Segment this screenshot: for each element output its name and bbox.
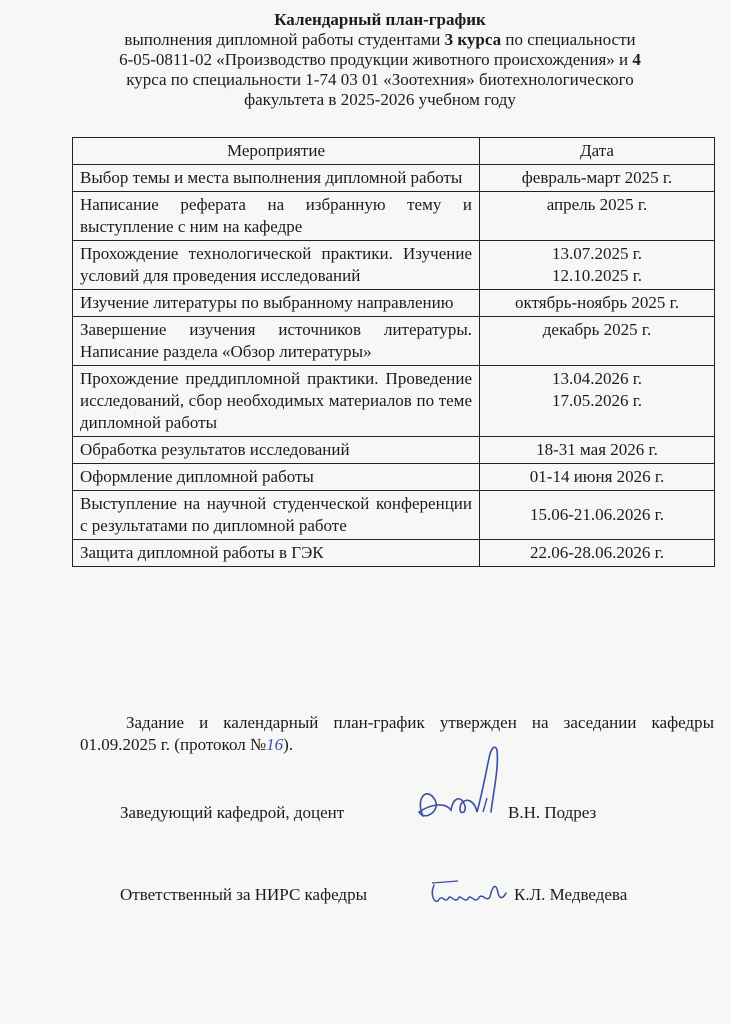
event-cell: Завершение изучения источников литературы. Написание раздела «Обзор литературы» [73,317,480,366]
table-row [73,192,715,241]
date-end: 12.10.2025 г. [551,266,643,285]
date-value: 15.06-21.06.2026 г. [530,505,664,524]
table-row [73,241,715,290]
signatory-name: К.Л. Медведева [514,885,628,904]
signature-head-image [405,738,515,838]
date-cell [480,540,715,567]
table-row [73,491,715,540]
course-3-bold: 3 курса [444,30,502,49]
header-line-2-end: по специальности [501,30,636,49]
approval-paragraph [80,712,714,756]
date-cell [480,491,715,540]
table-row [73,165,715,192]
header-line-3-text: 6-05-0811-02 «Производство продукции животного происхождения» и [119,50,633,69]
date-cell [480,290,715,317]
header-line-4: курса по специальности 1-74 03 01 «Зоотехния» биотехнологического [126,70,634,89]
date-cell [480,464,715,491]
date-end: 17.05.2026 г. [551,391,643,410]
table-row [73,464,715,491]
signature-nirs-image [428,873,508,913]
event-cell: Прохождение технологической практики. Изучение условий для проведения исследований [73,241,480,290]
event-cell: Оформление дипломной работы [73,464,480,491]
table-row [73,540,715,567]
document-header [60,10,700,110]
signatory-role: Заведующий кафедрой, доцент [120,803,345,822]
event-cell: Написание реферата на избранную тему и выступление с ним на кафедре [73,192,480,241]
event-cell: Прохождение преддипломной практики. Проведение исследований, сбор необходимых материалов по теме дипломной работы [73,366,480,437]
table-header-row [73,138,715,165]
date-cell [480,437,715,464]
date-value: апрель 2025 г. [546,195,648,214]
header-line-2-text: выполнения дипломной работы студентами [124,30,445,49]
event-cell: Выбор темы и места выполнения дипломной работы [73,165,480,192]
document-title: Календарный план-график [274,10,486,29]
date-value: октябрь-ноябрь 2025 г. [515,293,679,312]
date-start: 13.04.2026 г. [551,369,643,388]
date-cell [480,192,715,241]
date-cell [480,165,715,192]
signatory-role: Ответственный за НИРС кафедры [120,885,367,904]
date-value: февраль-март 2025 г. [521,168,673,187]
approval-text-end: ). [283,735,294,754]
schedule-table [72,137,715,567]
header-line-3 [60,50,700,70]
table-row [73,366,715,437]
signatory-name: В.Н. Подрез [508,803,597,822]
course-4-bold: 4 [632,50,641,69]
header-line-5: факультета в 2025-2026 учебном году [244,90,516,109]
date-value: 18-31 мая 2026 г. [536,440,658,459]
table-row [73,437,715,464]
date-value: 01-14 июня 2026 г. [529,467,665,486]
table-row [73,290,715,317]
date-start: 13.07.2025 г. [551,244,643,263]
date-cell [480,317,715,366]
header-date: Дата [480,138,715,165]
date-value: 22.06-28.06.2026 г. [530,543,664,562]
date-value: декабрь 2025 г. [542,320,652,339]
event-cell: Выступление на научной студенческой конференции с результатами по дипломной работе [73,491,480,540]
event-cell: Обработка результатов исследований [73,437,480,464]
date-cell [480,366,715,437]
header-line-2 [60,30,700,50]
table-row [73,317,715,366]
approval-text: Задание и календарный план-график утвержден на заседании кафедры 01.09.2025 г. (протокол № [80,713,714,754]
event-cell: Защита дипломной работы в ГЭК [73,540,480,567]
event-cell: Изучение литературы по выбранному направлению [73,290,480,317]
date-cell [480,241,715,290]
header-event: Мероприятие [73,138,480,165]
protocol-number: 16 [266,735,284,754]
